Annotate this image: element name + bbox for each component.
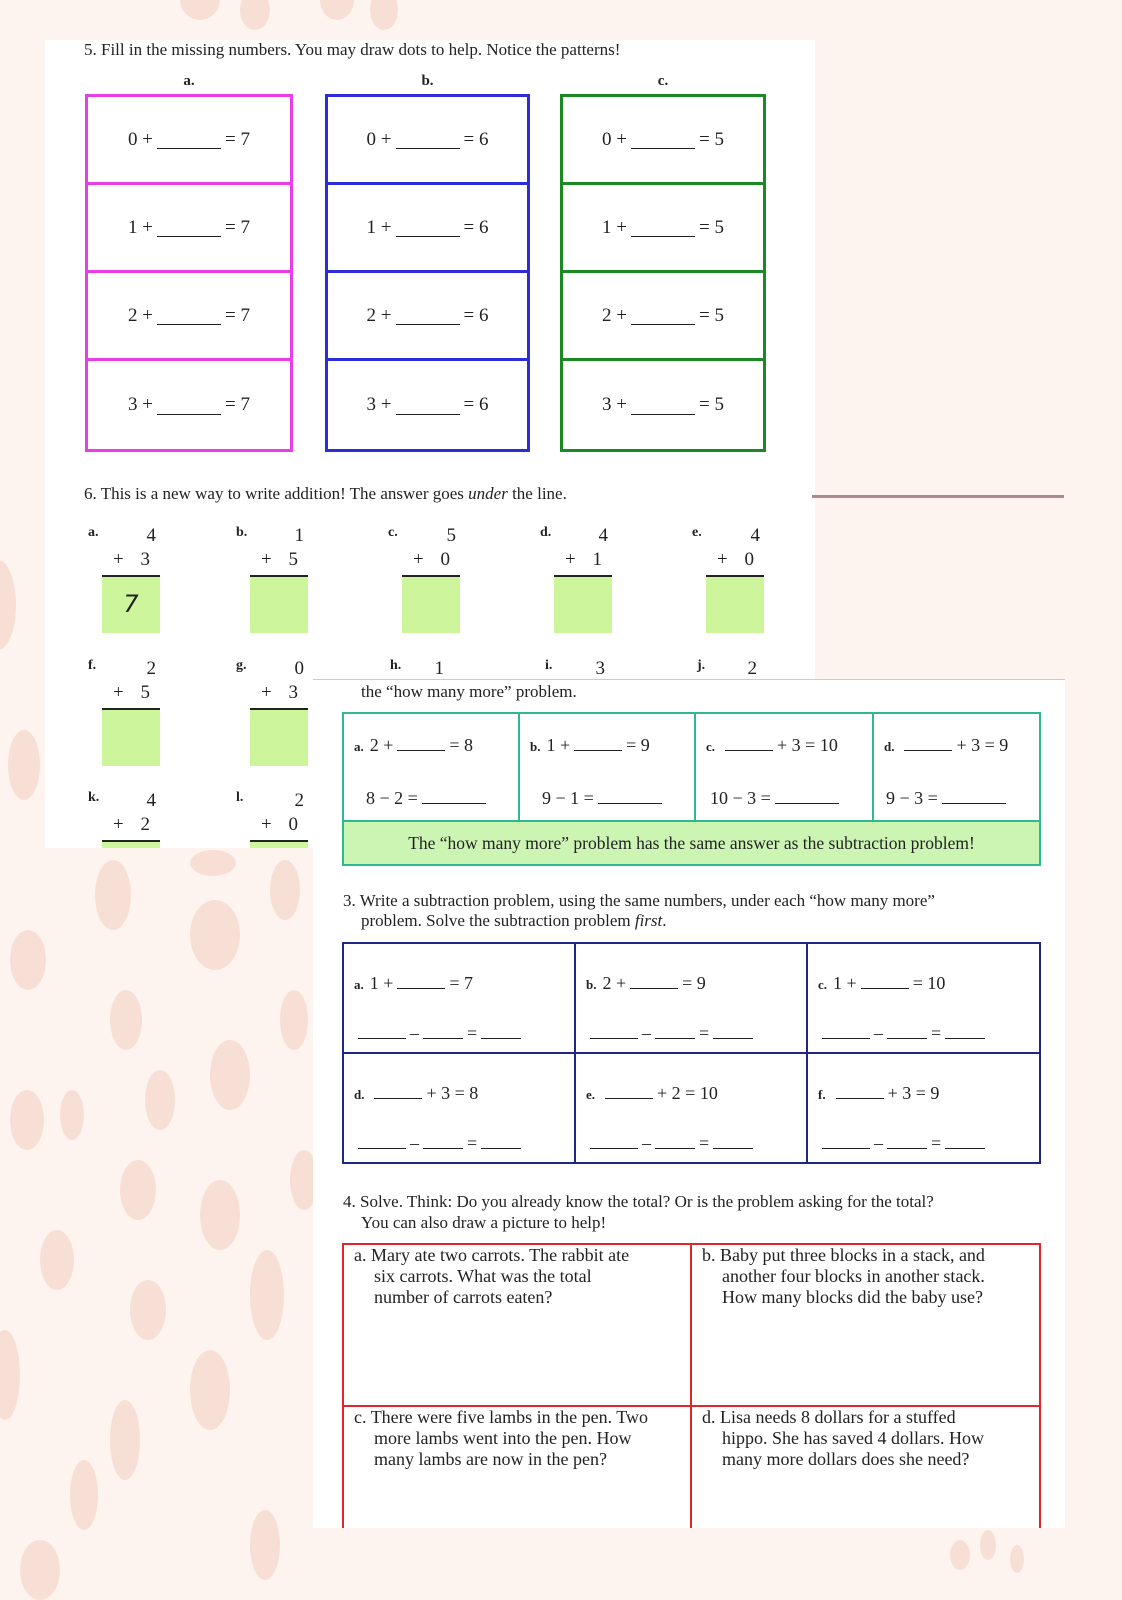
sub-eq: 8 − 2 =	[366, 787, 418, 808]
q3-cell-b	[575, 943, 807, 1053]
q5-start: 2 +	[366, 304, 392, 326]
answer-blank[interactable]	[945, 1020, 985, 1039]
answer-blank[interactable]	[396, 130, 460, 149]
cell-label: b.	[586, 977, 597, 992]
q5-result: = 5	[699, 304, 724, 326]
q5-start: 0 +	[128, 128, 153, 150]
eq-part: + 3 = 9	[887, 1083, 940, 1103]
howmany-cell-c	[695, 713, 873, 773]
vertical-problem-a	[88, 525, 178, 635]
q5-cell	[563, 273, 763, 361]
q5-cell	[328, 361, 527, 449]
answer-box[interactable]	[554, 577, 612, 633]
background-blob	[250, 1250, 284, 1340]
q5-result: = 6	[463, 128, 489, 150]
q5-cell	[328, 185, 527, 273]
word-problem-line: How many blocks did the baby use?	[722, 1287, 983, 1307]
q5-start: 0 +	[602, 128, 627, 150]
problem-label: j.	[697, 658, 706, 673]
eq-part: + 3 = 8	[426, 1083, 479, 1103]
problem-top: 1	[294, 525, 304, 546]
answer-blank[interactable]	[481, 1020, 521, 1039]
answer-blank[interactable]	[358, 1020, 406, 1039]
problem-label: a.	[88, 525, 99, 540]
q5-instruction: 5. Fill in the missing numbers. You may draw dots to help. Notice the patterns!	[84, 40, 621, 59]
problem-addend: + 0	[413, 549, 456, 570]
minus-sign: –	[642, 1133, 651, 1153]
vertical-problem-f	[88, 658, 178, 768]
answer-blank[interactable]	[598, 785, 662, 804]
answer-blank[interactable]	[422, 785, 486, 804]
howmany-sub-d	[873, 773, 1040, 821]
background-blob	[95, 860, 131, 930]
eq-part: + 3 = 9	[956, 734, 1009, 755]
q5-start: 3 +	[602, 394, 627, 415]
background-blob	[8, 730, 40, 800]
eq-part: 1 +	[546, 734, 571, 755]
problem-top: 1	[434, 658, 444, 679]
problem-top: 2	[146, 658, 156, 679]
background-blob	[130, 1280, 166, 1340]
equals-sign: =	[699, 1023, 710, 1043]
vertical-problem-g	[236, 658, 326, 768]
answer-blank[interactable]	[631, 130, 695, 149]
cell-label: c.	[706, 738, 716, 754]
answer-blank[interactable]	[157, 396, 221, 415]
q4-instruction-line1: 4. Solve. Think: Do you already know the total? Or is the problem asking for the total?	[343, 1192, 934, 1211]
q5-result: = 6	[463, 304, 489, 326]
problem-label: g.	[236, 658, 247, 673]
q5-start: 3 +	[128, 394, 153, 415]
answer-box[interactable]	[402, 577, 460, 633]
answer-blank[interactable]	[887, 1130, 927, 1149]
cell-label: b.	[530, 738, 541, 754]
answer-blank[interactable]	[157, 218, 221, 237]
divider-line	[812, 495, 1064, 498]
word-problem-line: six carrots. What was the total	[374, 1266, 592, 1286]
q5-cell	[563, 185, 763, 273]
problem-top: 4	[598, 525, 608, 546]
q3-cell-e	[575, 1053, 807, 1163]
problem-label: i.	[545, 658, 553, 673]
background-blob	[10, 930, 46, 990]
q6-instruction-post: the line.	[507, 484, 567, 503]
minus-sign: –	[410, 1023, 419, 1043]
background-blob	[320, 0, 354, 20]
word-problem-line: Baby put three blocks in a stack, and	[720, 1245, 985, 1265]
background-blob	[240, 0, 270, 30]
answer-blank[interactable]	[574, 732, 622, 751]
problem-label: l.	[236, 790, 244, 805]
eq-part: = 8	[449, 734, 474, 755]
word-problem-line: many more dollars does she need?	[722, 1449, 970, 1469]
q4-instruction-line2: You can also draw a picture to help!	[361, 1213, 607, 1232]
background-blob	[110, 1400, 140, 1480]
background-blob	[20, 1540, 60, 1600]
background-blob	[190, 1350, 230, 1430]
answer-box[interactable]: 7	[102, 577, 160, 633]
answer-box[interactable]	[706, 577, 764, 633]
q5-start: 1 +	[602, 216, 627, 238]
problem-top: 2	[747, 658, 757, 679]
background-blob	[10, 1090, 44, 1150]
q5-box-a	[85, 94, 293, 452]
word-problem-c	[343, 1406, 691, 1528]
word-problem-line: many lambs are now in the pen?	[374, 1449, 607, 1469]
word-problem-line: hippo. She has saved 4 dollars. How	[722, 1428, 984, 1448]
vertical-problem-d	[540, 525, 630, 635]
answer-blank[interactable]	[590, 1130, 638, 1149]
cell-label: e.	[586, 1087, 596, 1102]
equals-sign: =	[699, 1133, 710, 1153]
q5-cell	[563, 97, 763, 185]
problem-top: 4	[750, 525, 760, 546]
problem-addend: + 5	[261, 549, 304, 570]
q5-result: = 6	[463, 216, 489, 238]
sub-eq: 10 − 3 =	[710, 787, 771, 808]
background-blob	[40, 1230, 74, 1290]
word-problem-line: There were five lambs in the pen. Two	[370, 1407, 648, 1427]
vertical-problem-e	[692, 525, 782, 635]
problem-addend: + 3	[261, 682, 304, 703]
cell-label: d.	[354, 1087, 365, 1102]
minus-sign: –	[874, 1133, 883, 1153]
eq-part: = 10	[912, 973, 946, 993]
q5-start: 2 +	[128, 304, 153, 326]
answer-blank[interactable]	[655, 1020, 695, 1039]
q5-label-a: a.	[183, 73, 195, 89]
answer-blank[interactable]	[655, 1130, 695, 1149]
q5-cell	[88, 273, 290, 361]
q3-cell-d	[343, 1053, 575, 1163]
q5-start: 1 +	[366, 216, 392, 238]
answer-box[interactable]	[250, 577, 308, 633]
word-problem-label: d.	[702, 1407, 716, 1427]
q5-cell	[88, 185, 290, 273]
background-blob	[280, 990, 308, 1050]
q5-result: = 5	[699, 128, 724, 150]
word-problem-line: number of carrots eaten?	[374, 1287, 553, 1307]
answer-blank[interactable]	[904, 732, 952, 751]
q3-instruction-line1: 3. Write a subtraction problem, using the same numbers, under each “how many more”	[343, 891, 935, 910]
q5-cell	[563, 361, 763, 449]
word-problem-line: more lambs went into the pen. How	[374, 1428, 632, 1448]
answer-blank[interactable]	[397, 732, 445, 751]
problem-label: h.	[390, 658, 402, 673]
problem-addend: + 2	[113, 814, 156, 835]
q5-start: 1 +	[128, 216, 153, 238]
problem-label: d.	[540, 525, 552, 540]
equals-sign: =	[467, 1133, 478, 1153]
vertical-problem-i	[545, 658, 635, 682]
equals-sign: =	[931, 1023, 942, 1043]
answer-box[interactable]	[102, 842, 160, 848]
howmany-heading: the “how many more” problem.	[361, 682, 577, 701]
problem-top: 5	[446, 525, 456, 546]
problem-addend: + 1	[565, 549, 608, 570]
eq-part: 2 +	[369, 734, 394, 755]
background-blob	[0, 560, 16, 650]
answer-blank[interactable]	[481, 1130, 521, 1149]
answer-blank[interactable]	[157, 130, 221, 149]
background-blob	[190, 850, 236, 876]
q3-cell-f	[807, 1053, 1040, 1163]
q3-line2-em: first	[634, 911, 663, 930]
problem-addend: + 0	[261, 814, 304, 835]
q5-result: = 5	[699, 394, 724, 415]
q3-line2-pre: problem. Solve the subtraction problem	[361, 911, 635, 930]
background-blob	[180, 0, 220, 20]
eq-part: + 2 = 10	[657, 1083, 718, 1103]
answer-box[interactable]	[250, 842, 308, 848]
minus-sign: –	[410, 1133, 419, 1153]
cell-label: c.	[818, 977, 828, 992]
vertical-problem-b	[236, 525, 326, 635]
howmany-table	[342, 712, 1041, 866]
problem-top: 4	[146, 525, 156, 546]
answer-blank[interactable]	[631, 218, 695, 237]
answer-blank[interactable]	[396, 306, 460, 325]
cell-label: a.	[354, 738, 364, 754]
word-problem-b	[691, 1244, 1040, 1406]
equals-sign: =	[467, 1023, 478, 1043]
q5-result: = 5	[699, 216, 724, 238]
cell-label: a.	[354, 977, 364, 992]
q5-label-c: c.	[657, 73, 669, 89]
q5-result: = 6	[463, 394, 489, 415]
problem-label: f.	[88, 658, 97, 673]
answer-blank[interactable]	[725, 732, 773, 751]
q6-instruction-em: under	[468, 484, 508, 503]
answer-blank[interactable]	[713, 1020, 753, 1039]
q5-start: 0 +	[366, 128, 392, 150]
equals-sign: =	[931, 1133, 942, 1153]
answer-blank[interactable]	[358, 1130, 406, 1149]
howmany-sub-a	[343, 773, 519, 821]
background-blob	[60, 1090, 84, 1140]
q3-instruction-line2	[361, 911, 667, 931]
answer-blank[interactable]	[423, 1130, 463, 1149]
vertical-problem-l	[236, 790, 326, 848]
background-blob	[70, 1460, 98, 1530]
problem-label: e.	[692, 525, 702, 540]
background-blob	[120, 1160, 156, 1220]
problem-addend: + 3	[113, 549, 156, 570]
q3-line2-post: .	[662, 911, 667, 930]
word-problem-line: Lisa needs 8 dollars for a stuffed	[720, 1407, 956, 1427]
background-blob	[980, 1530, 996, 1560]
howmany-cell-a	[343, 713, 519, 773]
problem-top: 0	[294, 658, 304, 679]
answer-blank[interactable]	[822, 1020, 870, 1039]
problem-top: 3	[595, 658, 605, 679]
q5-label-b: b.	[421, 73, 434, 89]
answer-box[interactable]	[102, 710, 160, 766]
answer-blank[interactable]	[713, 1130, 753, 1149]
answer-box[interactable]	[250, 710, 308, 766]
q5-cell	[328, 273, 527, 361]
eq-part: 2 +	[602, 973, 627, 993]
answer-blank[interactable]	[836, 1080, 884, 1099]
q3-table	[342, 942, 1041, 1164]
q5-cell	[328, 97, 527, 185]
eq-part: 1 +	[833, 973, 857, 993]
q6-instruction-pre: 6. This is a new way to write addition! The answer goes	[84, 484, 469, 503]
word-problem-d	[691, 1406, 1040, 1528]
answer-blank[interactable]	[396, 218, 460, 237]
problem-label: c.	[388, 525, 398, 540]
word-problem-line: Mary ate two carrots. The rabbit ate	[371, 1245, 630, 1265]
background-blob	[0, 1330, 20, 1420]
word-problem-a	[343, 1244, 691, 1406]
background-blob	[1010, 1545, 1024, 1573]
vertical-problem-k	[88, 790, 178, 848]
answer-blank[interactable]	[887, 1020, 927, 1039]
problem-label: b.	[236, 525, 248, 540]
background-blob	[200, 1180, 240, 1250]
vertical-problem-c	[388, 525, 478, 635]
word-problem-line: another four blocks in another stack.	[722, 1266, 985, 1286]
q4-table	[342, 1243, 1041, 1528]
background-blob	[110, 990, 142, 1050]
answer-blank[interactable]	[631, 306, 695, 325]
cell-label: f.	[818, 1087, 826, 1102]
background-blob	[250, 1510, 280, 1580]
cell-label: d.	[884, 738, 895, 754]
q5-result: = 7	[225, 128, 250, 150]
howmany-footer: The “how many more” problem has the same answer as the subtraction problem!	[343, 821, 1040, 865]
q5-box-c	[560, 94, 766, 452]
background-blob	[270, 860, 300, 920]
background-blob	[145, 1070, 175, 1130]
q5-result: = 7	[225, 216, 250, 238]
answer-blank[interactable]	[157, 306, 221, 325]
sub-eq: 9 − 1 =	[542, 787, 594, 808]
minus-sign: –	[642, 1023, 651, 1043]
answer-blank[interactable]	[775, 785, 839, 804]
howmany-cell-d	[873, 713, 1040, 773]
q6-instruction	[84, 484, 567, 504]
problem-label: k.	[88, 790, 100, 805]
q5-cell	[88, 97, 290, 185]
answer-blank[interactable]	[374, 1080, 422, 1099]
background-blob	[190, 900, 240, 970]
answer-blank[interactable]	[861, 970, 909, 989]
answer-blank[interactable]	[945, 1130, 985, 1149]
eq-part: = 9	[682, 973, 706, 993]
problem-top: 2	[294, 790, 304, 811]
problem-addend: + 0	[717, 549, 760, 570]
vertical-problem-j	[697, 658, 787, 682]
answer-blank[interactable]	[822, 1130, 870, 1149]
answer-blank[interactable]	[590, 1020, 638, 1039]
q5-result: = 7	[225, 304, 250, 326]
howmany-sub-b	[519, 773, 695, 821]
q3-cell-c	[807, 943, 1040, 1053]
answer-blank[interactable]	[397, 970, 445, 989]
problem-top: 4	[146, 790, 156, 811]
eq-part: 1 +	[369, 973, 394, 993]
eq-part: + 3 = 10	[777, 734, 838, 755]
q5-result: = 7	[225, 394, 250, 415]
howmany-cell-b	[519, 713, 695, 773]
minus-sign: –	[874, 1023, 883, 1043]
answer-blank[interactable]	[423, 1020, 463, 1039]
answer-blank[interactable]	[942, 785, 1006, 804]
word-problem-label: b.	[702, 1245, 716, 1265]
q5-box-b	[325, 94, 530, 452]
eq-part: = 7	[449, 973, 474, 993]
background-blob	[370, 0, 398, 30]
q5-start: 3 +	[366, 394, 392, 415]
background-blob	[210, 1040, 250, 1110]
eq-part: = 9	[626, 734, 650, 755]
howmany-sub-c	[695, 773, 873, 821]
answer-blank[interactable]	[631, 396, 695, 415]
answer-blank[interactable]	[396, 396, 460, 415]
problem-addend: + 5	[113, 682, 156, 703]
word-problem-label: c.	[354, 1407, 367, 1427]
q5-start: 2 +	[602, 304, 627, 326]
answer-blank[interactable]	[630, 970, 678, 989]
q3-cell-a	[343, 943, 575, 1053]
vertical-problem-h	[390, 658, 480, 682]
background-blob	[950, 1540, 970, 1570]
answer-blank[interactable]	[605, 1080, 653, 1099]
word-problem-label: a.	[354, 1245, 367, 1265]
sub-eq: 9 − 3 =	[886, 787, 938, 808]
q5-cell	[88, 361, 290, 449]
